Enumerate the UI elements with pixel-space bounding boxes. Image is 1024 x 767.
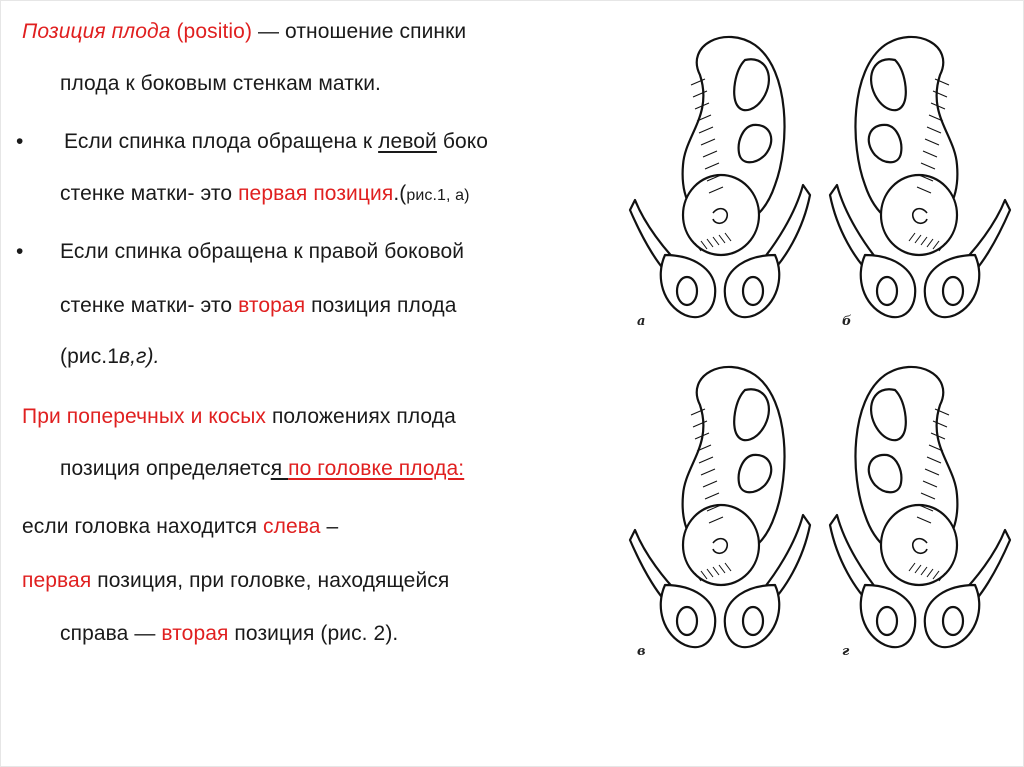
text-segment: положениях плода xyxy=(266,405,456,428)
obturator-left-icon xyxy=(677,277,697,305)
figure-4 xyxy=(830,367,1010,659)
bullet-2: • xyxy=(16,240,24,263)
text-segment: позиция (рис. 2). xyxy=(228,622,399,645)
text-segment: .( xyxy=(393,182,407,205)
fig-reference-1a: рис.1, а) xyxy=(406,187,470,204)
text-segment: стенке матки- это xyxy=(60,182,239,205)
line-second-position: Если спинка обращена к правой боковой xyxy=(60,240,465,263)
line-first-position-cont xyxy=(60,180,470,210)
term-first-position: первая позиция xyxy=(238,182,394,205)
fetal-position-figures xyxy=(625,15,1020,665)
line-by-head xyxy=(60,455,464,483)
line-first-head xyxy=(22,567,449,595)
text-segment: если головка находится xyxy=(22,515,264,538)
text-segment: позиция, при головке, находящейся xyxy=(91,569,450,592)
line-head-left xyxy=(22,513,338,541)
term-first: первая xyxy=(22,569,92,592)
text-segment: позиция определяетс xyxy=(60,457,271,480)
term-transverse-oblique: При поперечных и косых xyxy=(22,405,267,428)
figure-2 xyxy=(830,37,1010,329)
line-definition xyxy=(22,18,466,46)
text-segment: стенке матки- это xyxy=(60,294,239,317)
figure-label: а xyxy=(637,314,646,329)
line-transverse xyxy=(22,403,456,431)
obturator-right-icon xyxy=(877,277,897,305)
obturator-left-icon xyxy=(943,607,963,635)
fetal-illustrations xyxy=(625,15,1020,665)
fetus-head-icon xyxy=(683,175,759,255)
line-second-position-cont xyxy=(60,292,457,320)
fetus-head-icon xyxy=(881,175,957,255)
text-segment: – xyxy=(320,515,339,538)
term-second-2: вторая xyxy=(161,622,229,645)
figure-label: в xyxy=(637,644,646,659)
line-first-position xyxy=(64,128,488,156)
text-segment: я xyxy=(270,457,289,480)
obturator-left-icon xyxy=(943,277,963,305)
figure-label: б xyxy=(842,314,852,329)
line-right-second xyxy=(60,620,398,648)
text-segment: боко xyxy=(436,130,489,153)
text-segment: справа — xyxy=(60,622,162,645)
fetus-head-icon xyxy=(881,505,957,585)
text-segment: (рис.1 xyxy=(60,345,120,368)
bullet-1: • xyxy=(16,130,24,153)
figure-3 xyxy=(630,367,810,659)
figure-label: г xyxy=(842,644,850,659)
word-left: левой xyxy=(378,130,437,153)
term-left: слева xyxy=(263,515,321,538)
obturator-right-icon xyxy=(877,607,897,635)
figure-1 xyxy=(630,37,810,329)
obturator-right-icon xyxy=(743,277,763,305)
text-segment: позиция плода xyxy=(305,294,457,317)
definition-start: — отношение спинки xyxy=(252,20,467,43)
fig-reference-vg: в,г). xyxy=(119,345,160,368)
line-definition-cont: плода к боковым стенкам матки. xyxy=(60,72,381,95)
line-fig-reference xyxy=(60,343,160,371)
term-latin: (positio) xyxy=(170,20,253,43)
fetus-head-icon xyxy=(683,505,759,585)
term-by-head: по головке плода: xyxy=(288,457,465,480)
term-position: Позиция плода xyxy=(22,20,171,43)
text-segment: Если спинка плода обращена к xyxy=(64,130,379,153)
obturator-left-icon xyxy=(677,607,697,635)
term-second: вторая xyxy=(238,294,306,317)
obturator-right-icon xyxy=(743,607,763,635)
